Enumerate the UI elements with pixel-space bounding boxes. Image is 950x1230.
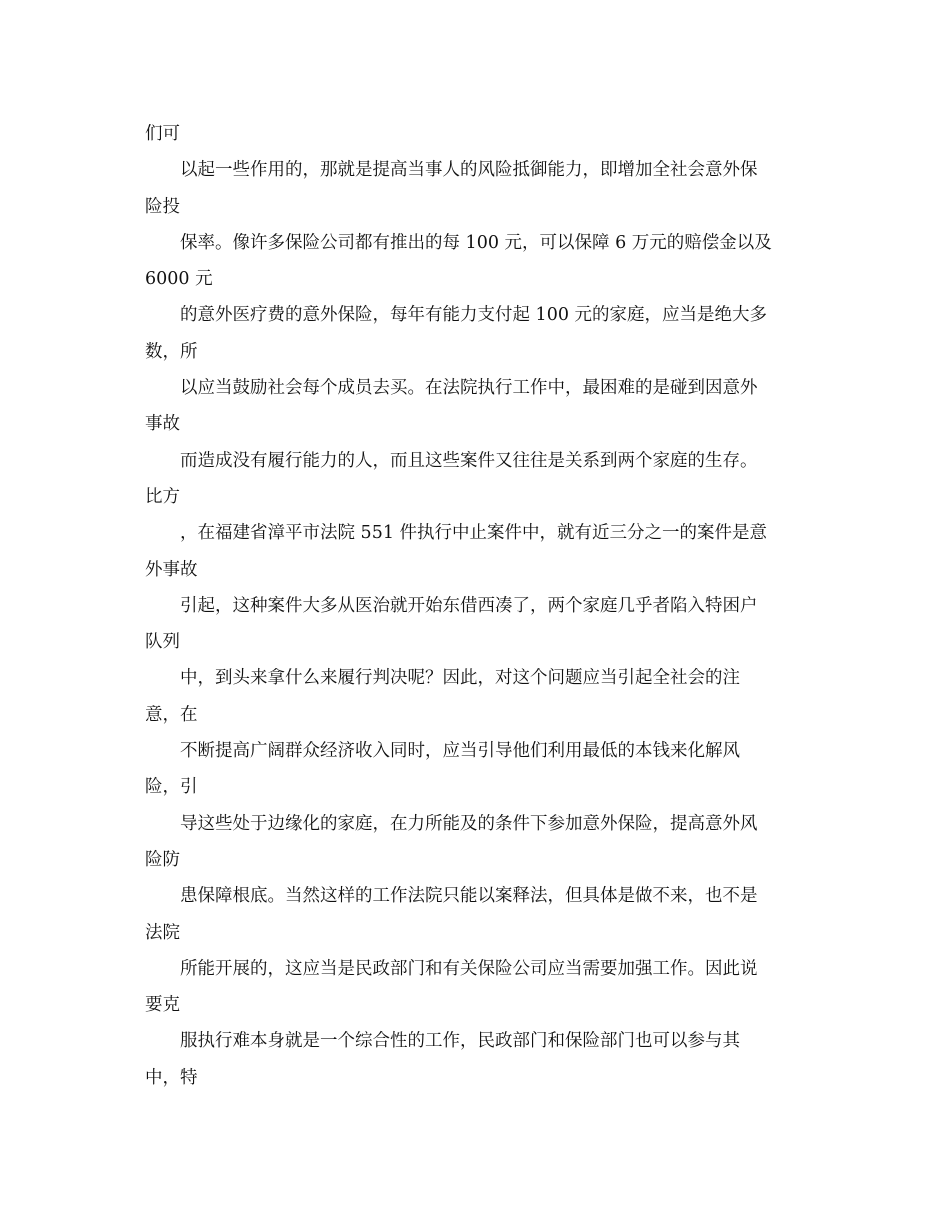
text-line-21: 险防 — [145, 849, 180, 870]
text-line-13: 外事故 — [145, 559, 198, 580]
text-line-25: 要克 — [145, 995, 180, 1016]
text-line-22: 患保障根底。当然这样的工作法院只能以案释法，但具体是做不来，也不是 — [180, 886, 758, 907]
text-line-16: 中，到头来拿什么来履行判决呢？因此，对这个问题应当引起全社会的注 — [180, 668, 740, 689]
text-line-17: 意，在 — [145, 704, 198, 725]
text-line-4: 保率。像许多保险公司都有推出的每 100 元，可以保障 6 万元的赔偿金以及 — [180, 232, 772, 253]
text-line-1: 们可 — [145, 124, 180, 144]
text-line-24: 所能开展的，这应当是民政部门和有关保险公司应当需要加强工作。因此说 — [180, 958, 758, 979]
text-line-7: 数，所 — [145, 341, 198, 362]
text-line-2: 以起一些作用的，那就是提高当事人的风险抵御能力，即增加全社会意外保 — [180, 160, 758, 181]
text-line-3: 险投 — [145, 196, 180, 217]
text-line-9: 事故 — [145, 414, 180, 435]
text-line-23: 法院 — [145, 922, 180, 943]
text-line-10: 而造成没有履行能力的人，而且这些案件又往往是关系到两个家庭的生存。 — [180, 450, 758, 471]
text-line-6: 的意外医疗费的意外保险，每年有能力支付起 100 元的家庭，应当是绝大多 — [180, 305, 768, 326]
text-line-18: 不断提高广阔群众经济收入同时，应当引导他们利用最低的本钱来化解风 — [180, 741, 740, 762]
text-line-8: 以应当鼓励社会每个成员去买。在法院执行工作中，最困难的是碰到因意外 — [180, 378, 758, 399]
text-line-19: 险，引 — [145, 777, 198, 798]
body-text — [145, 116, 835, 1096]
text-line-5: 6000 元 — [145, 269, 213, 290]
text-line-15: 队列 — [145, 632, 180, 653]
text-line-27: 中，特 — [145, 1067, 198, 1088]
text-line-26: 服执行难本身就是一个综合性的工作，民政部门和保险部门也可以参与其 — [180, 1031, 740, 1052]
text-line-11: 比方 — [145, 486, 180, 507]
text-line-20: 导这些处于边缘化的家庭，在力所能及的条件下参加意外保险，提高意外风 — [180, 813, 758, 834]
text-line-12: ，在福建省漳平市法院 551 件执行中止案件中，就有近三分之一的案件是意 — [180, 523, 768, 544]
text-line-14: 引起，这种案件大多从医治就开始东借西凑了，两个家庭几乎者陷入特困户 — [180, 595, 758, 616]
